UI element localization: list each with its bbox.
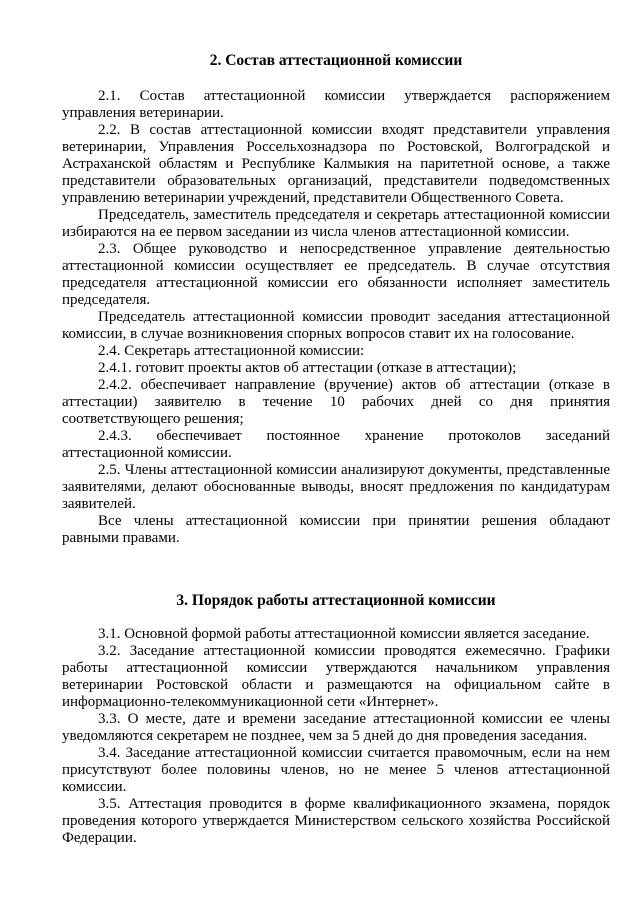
paragraph-2-5: 2.5. Члены аттестационной комиссии анализируют документы, представленные заявителями, делают обоснованные выводы, вносят предложения по кандидатурам заявителей. — [62, 462, 610, 512]
paragraph-2-1: 2.1. Состав аттестационной комиссии утверждается распоряжением управления ветеринарии. — [62, 88, 610, 121]
section-2-body — [62, 88, 610, 547]
paragraph-3-2: 3.2. Заседание аттестационной комиссии проводятся ежемесячно. Графики работы аттестационной комиссии утверждаются начальником управления ветеринарии Ростовской области и размещаются на официальном сайте в информационно-телекоммуникационной сети «Интернет». — [62, 643, 610, 710]
section-2-heading: 2. Состав аттестационной комиссии — [209, 52, 463, 69]
paragraph-2-2: 2.2. В состав аттестационной комиссии входят представители управления ветеринарии, Управления Россельхознадзора по Ростовской, Волгоградской и Астраханской областям и Республике Калмыкия на паритетной основе, а также представители образовательных организаций, представители подведомственных управлению ветеринарии учреждений, представители Общественного Совета. — [62, 122, 610, 206]
section-3-body — [62, 626, 610, 847]
paragraph-2-4-3: 2.4.3. обеспечивает постоянное хранение протоколов заседаний аттестационной комиссии. — [62, 428, 610, 461]
paragraph-3-5: 3.5. Аттестация проводится в форме квалификационного экзамена, порядок проведения которого утверждается Министерством сельского хозяйства Российской Федерации. — [62, 796, 610, 846]
paragraph-3-1: 3.1. Основной формой работы аттестационной комиссии является заседание. — [98, 626, 590, 642]
paragraph-2-5-equal: Все члены аттестационной комиссии при принятии решения обладают равными правами. — [62, 513, 610, 546]
paragraph-2-3: 2.3. Общее руководство и непосредственное управление деятельностью аттестационной комиссии осуществляет ее председатель. В случае отсутствия председателя аттестационной комиссии его обязанности исполняет заместитель председателя. — [62, 241, 610, 308]
paragraph-2-4: 2.4. Секретарь аттестационной комиссии: — [98, 343, 365, 359]
paragraph-2-4-1: 2.4.1. готовит проекты актов об аттестации (отказе в аттестации); — [98, 360, 517, 376]
paragraph-2-3-chair: Председатель аттестационной комиссии проводит заседания аттестационной комиссии, в случае возникновения спорных вопросов ставит их на голосование. — [62, 309, 610, 342]
paragraph-2-2-chair: Председатель, заместитель председателя и секретарь аттестационной комиссии избираются на ее первом заседании из числа членов аттестационной комиссии. — [62, 207, 610, 240]
paragraph-2-4-2: 2.4.2. обеспечивает направление (вручение) актов об аттестации (отказе в аттестации) заявителю в течение 10 рабочих дней со дня принятия соответствующего решения; — [62, 377, 610, 427]
paragraph-3-4: 3.4. Заседание аттестационной комиссии считается правомочным, если на нем присутствуют более половины членов, но не менее 5 членов аттестационной комиссии. — [62, 745, 610, 795]
section-3-heading: 3. Порядок работы аттестационной комиссии — [176, 592, 496, 609]
paragraph-3-3: 3.3. О месте, дате и времени заседание аттестационной комиссии ее члены уведомляются секретарем не позднее, чем за 5 дней до дня проведения заседания. — [62, 711, 610, 744]
